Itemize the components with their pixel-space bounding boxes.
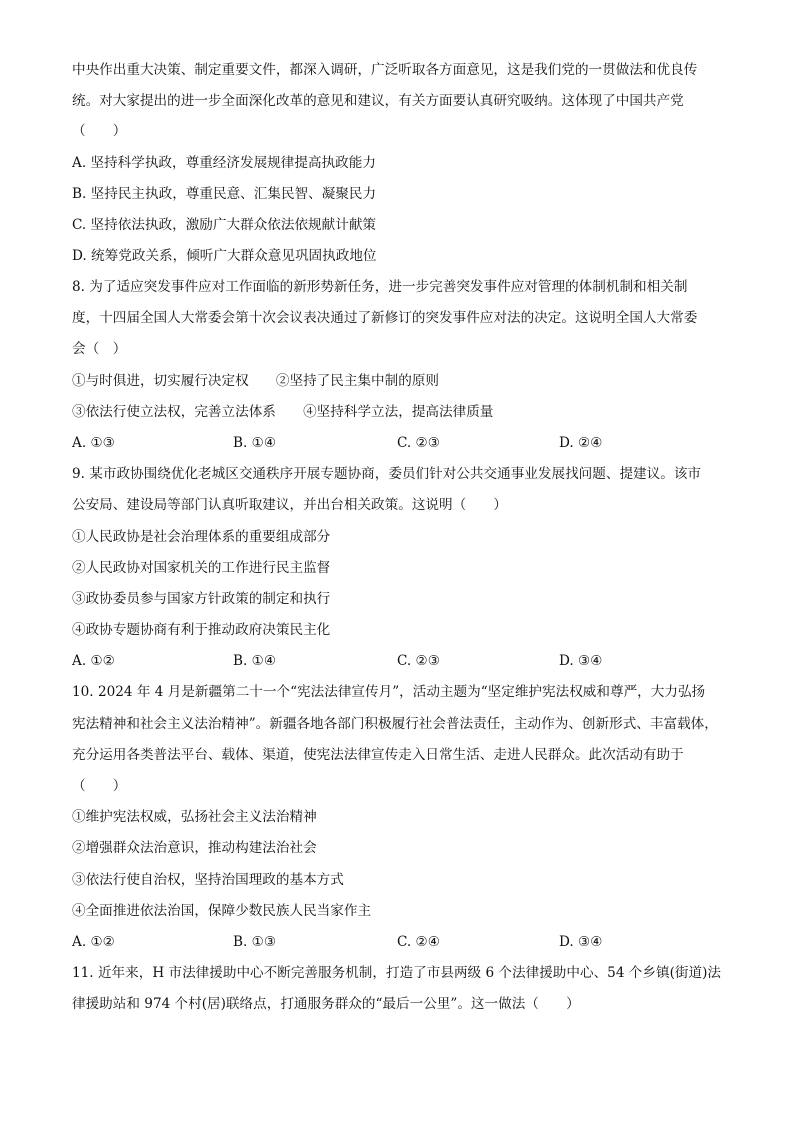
q9-choice-c: C. ②③ (397, 653, 440, 669)
q10-statement-3: ③依法行使自治权，坚持治国理政的基本方式 (72, 872, 344, 888)
q9-stem-line-1: 9. 某市政协围绕优化老城区交通秩序开展专题协商，委员们针对公共交通事业发展找问题、提建议。该市 (72, 466, 702, 482)
q7-option-a: A. 坚持科学执政，尊重经济发展规律提高执政能力 (72, 155, 376, 171)
q10-choice-b: B. ①③ (233, 934, 277, 950)
q10-stem-line-1: 10. 2024 年 4 月是新疆第二十一个“宪法法律宣传月”，活动主题为“坚定维护宪法权威和尊严，大力弘扬 (72, 684, 706, 700)
q10-statement-4: ④全面推进依法治国，保障少数民族人民当家作主 (72, 903, 372, 919)
q7-option-d: D. 统筹党政关系，倾听广大群众意见巩固执政地位 (72, 248, 377, 264)
q7-option-c: C. 坚持依法执政，激励广大群众依法依规献计献策 (72, 217, 377, 233)
q9-stem-line-2: 公安局、建设局等部门认真听取建议，并出台相关政策。这说明（ ） (72, 497, 507, 513)
q10-stem-line-2: 宪法精神和社会主义法治精神”。新疆各地各部门积极履行社会普法责任，主动作为、创新形式、丰富载体， (72, 716, 718, 732)
q10-statement-2: ②增强群众法治意识，推动构建法治社会 (72, 840, 317, 856)
q8-stem-line-3: 会（ ） (72, 341, 127, 357)
q9-statement-4: ④政协专题协商有利于推动政府决策民主化 (72, 622, 331, 638)
q10-choice-a: A. ①② (72, 934, 115, 950)
q8-choice-c: C. ②③ (397, 435, 440, 451)
q9-statement-3: ③政协委员参与国家方针政策的制定和执行 (72, 591, 331, 607)
q8-statements-3-4: ③依法行使立法权，完善立法体系 ④坚持科学立法，提高法律质量 (72, 404, 494, 420)
q8-choice-a: A. ①③ (72, 435, 115, 451)
q7-option-b: B. 坚持民主执政，尊重民意、汇集民智、凝聚民力 (72, 186, 377, 202)
q9-choice-d: D. ③④ (559, 653, 603, 669)
q7-answer-blank: （ ） (72, 123, 127, 139)
q7-stem-line-1: 中央作出重大决策、制定重要文件，都深入调研，广泛听取各方面意见，这是我们党的一贯做法和优良传 (72, 62, 698, 78)
q10-answer-blank: （ ） (72, 778, 127, 794)
q10-choice-d: D. ③④ (559, 934, 603, 950)
q8-choice-d: D. ②④ (559, 435, 603, 451)
q8-stem-line-2: 度，十四届全国人大常委会第十次会议表决通过了新修订的突发事件应对法的决定。这说明全国人大常委 (72, 310, 698, 326)
q8-statements-1-2: ①与时俱进，切实履行决定权 ②坚持了民主集中制的原则 (72, 373, 440, 389)
q10-statement-1: ①维护宪法权威，弘扬社会主义法治精神 (72, 809, 317, 825)
q9-statement-2: ②人民政协对国家机关的工作进行民主监督 (72, 560, 331, 576)
q9-choice-b: B. ①④ (233, 653, 277, 669)
q8-stem-line-1: 8. 为了适应突发事件应对工作面临的新形势新任务，进一步完善突发事件应对管理的体制机制和相关制 (72, 279, 688, 295)
q7-stem-line-2: 统。对大家提出的进一步全面深化改革的意见和建议，有关方面要认真研究吸纳。这体现了中国共产党 (72, 93, 684, 109)
q10-stem-line-3: 充分运用各类普法平台、载体、渠道，使宪法法律宣传走入日常生活、走进人民群众。此次活动有助于 (72, 747, 684, 763)
q11-stem-line-2: 律援助站和 974 个村(居)联络点，打通服务群众的“最后一公里”。这一做法（ ） (72, 996, 580, 1012)
q9-statement-1: ①人民政协是社会治理体系的重要组成部分 (72, 529, 331, 545)
q10-choice-c: C. ②④ (397, 934, 440, 950)
q9-choice-a: A. ①② (72, 653, 115, 669)
q8-choice-b: B. ①④ (233, 435, 277, 451)
q11-stem-line-1: 11. 近年来，H 市法律援助中心不断完善服务机制，打造了市县两级 6 个法律援助中心、54 个乡镇(街道)法 (72, 965, 721, 981)
